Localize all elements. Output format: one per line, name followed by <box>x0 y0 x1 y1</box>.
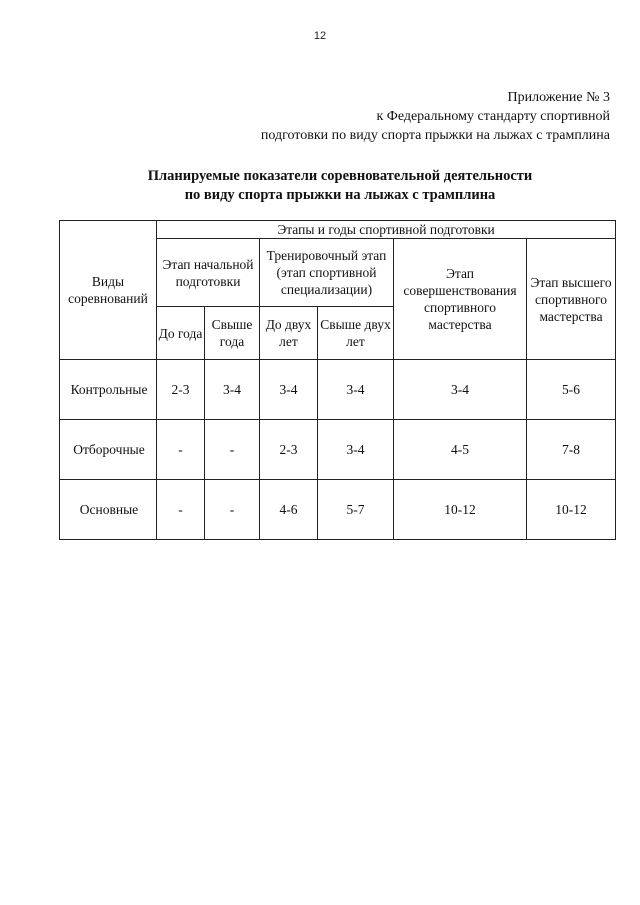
table-cell: - <box>157 480 205 540</box>
table-cell: 3-4 <box>260 360 318 420</box>
table-cell: 3-4 <box>318 360 394 420</box>
table-cell: 4-5 <box>394 420 527 480</box>
table-cell: 3-4 <box>205 360 260 420</box>
table-cell: 10-12 <box>394 480 527 540</box>
appendix-note <box>190 88 610 145</box>
table-cell: 3-4 <box>318 420 394 480</box>
header-initial-up-to-year: До года <box>157 307 205 360</box>
table-cell: 2-3 <box>157 360 205 420</box>
table-cell: - <box>157 420 205 480</box>
table-row <box>60 480 616 540</box>
table-cell: - <box>205 480 260 540</box>
appendix-line-1: Приложение № 3 <box>507 90 610 105</box>
header-stage-highest: Этап высшего спортивного мастерства <box>527 239 616 360</box>
document-title <box>60 167 620 205</box>
appendix-line-2: к Федеральному стандарту спортивной <box>376 109 610 124</box>
table-cell: 2-3 <box>260 420 318 480</box>
table-cell: 7-8 <box>527 420 616 480</box>
table-cell: - <box>205 420 260 480</box>
competition-indicators-table <box>59 220 616 540</box>
document-title-line-1: Планируемые показатели соревновательной деятельности <box>147 168 533 184</box>
row-label-selection: Отборочные <box>60 420 157 480</box>
header-stage-training: Тренировочный этап (этап спортивной специализации) <box>260 239 394 307</box>
table-cell: 10-12 <box>527 480 616 540</box>
appendix-line-3: подготовки по виду спорта прыжки на лыжах с трамплина <box>260 128 610 143</box>
header-stage-initial: Этап начальной подготовки <box>157 239 260 307</box>
table-row <box>60 420 616 480</box>
header-competition-types: Виды соревнований <box>60 221 157 360</box>
table-cell: 3-4 <box>394 360 527 420</box>
row-label-control: Контрольные <box>60 360 157 420</box>
header-training-over-two-years: Свыше двух лет <box>318 307 394 360</box>
table-cell: 4-6 <box>260 480 318 540</box>
table-cell: 5-7 <box>318 480 394 540</box>
page-number: 12 <box>313 30 327 42</box>
table-cell: 5-6 <box>527 360 616 420</box>
row-label-main: Основные <box>60 480 157 540</box>
header-initial-over-year: Свыше года <box>205 307 260 360</box>
header-stage-improvement: Этап совершенствования спортивного мастерства <box>394 239 527 360</box>
table-row <box>60 360 616 420</box>
header-stages-group: Этапы и годы спортивной подготовки <box>157 221 616 239</box>
document-title-line-2: по виду спорта прыжки на лыжах с трамплина <box>184 187 496 203</box>
header-training-up-to-two-years: До двух лет <box>260 307 318 360</box>
